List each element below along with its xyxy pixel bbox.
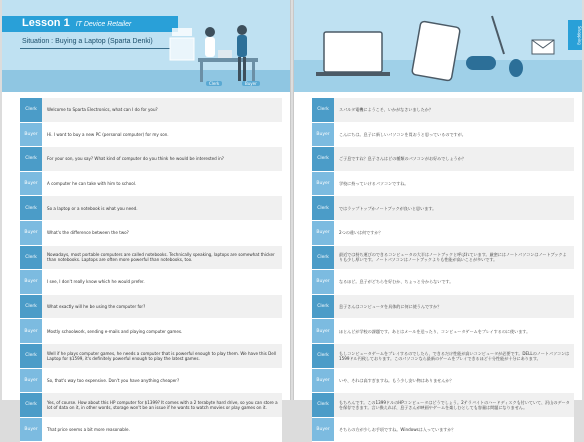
dialogue-row bbox=[312, 270, 574, 295]
envelope-icon bbox=[532, 40, 554, 54]
devices-illustration bbox=[304, 6, 574, 90]
dialogue-text-en: Yes, of course. How about this HP computer for $1399? It comes with a 2 terabyte hard drive, so you can store a lot of data on it, in other words, storage won't be an issue if he wants to watch movies or play games on it. bbox=[47, 399, 278, 410]
dialogue-text-en: Welcome to Sparta Electronics, what can I do for you? bbox=[47, 107, 158, 113]
speaker-label: Buyer bbox=[20, 221, 42, 245]
dialogue-row bbox=[20, 393, 282, 418]
speaker-label: Buyer bbox=[20, 270, 42, 294]
dialogue-text-en: I see, I don't really know which he would prefer. bbox=[47, 279, 145, 285]
speaker-label: Buyer bbox=[20, 123, 42, 147]
counter-icon bbox=[198, 58, 258, 62]
dialogue-text-en: Well if he plays computer games, he needs a computer that is powerful enough to play them. We have this Dell Laptop for $1599, it's definitely powerful enough to play the latest games. bbox=[47, 350, 277, 361]
speaker-label: Buyer bbox=[20, 418, 42, 442]
speaker-label: Buyer bbox=[312, 319, 334, 343]
speaker-label: Clerk bbox=[312, 147, 334, 171]
dialogue-row bbox=[20, 172, 282, 197]
speaker-label: Buyer bbox=[20, 369, 42, 393]
section-side-tab: Shopping bbox=[568, 20, 582, 50]
clerk-figure-icon bbox=[205, 27, 215, 37]
dialogue-row bbox=[20, 270, 282, 295]
dialogue-text-jp: スパルタ電機にようこそ、いかがなさいましたか？ bbox=[339, 107, 433, 113]
lesson-number: Lesson 1 bbox=[22, 17, 70, 29]
speaker-label: Clerk bbox=[20, 344, 42, 368]
dialogue-text-jp: もしコンピュータゲームをプレイするのでしたら、できるだけ性能が高いコンピュータが必要です。DELLのノートパソコンは1599ドル円致しております。このパソコンなら最新のゲームをプレイできるほど十分性能が十分にあります。 bbox=[339, 350, 570, 361]
dialogue-text-en: Nowadays, most portable computers are called notebooks. Technically speaking, laptops are somewhat thicker than notebooks. Laptops are often more powerful than notebooks, too. bbox=[47, 252, 275, 263]
buyer-tag: Buyer bbox=[242, 81, 260, 86]
dialogue-row bbox=[312, 196, 574, 221]
shelf-icon bbox=[170, 38, 194, 60]
clerk-tag: Clerk bbox=[206, 81, 222, 86]
dialogue-text-jp: そちらの方が少しお手頃ですね。Windowsは入っていますか？ bbox=[339, 427, 456, 433]
dialogue-text-en: That price seems a bit more reasonable. bbox=[47, 427, 130, 433]
dialogue-text-jp: こんにちは。息子に新しいパソコンを買おうと思っているのですが。 bbox=[339, 131, 466, 137]
mouse-icon bbox=[509, 59, 523, 77]
lesson-title bbox=[22, 17, 131, 29]
dialogue-row bbox=[20, 246, 282, 271]
dialogue-row bbox=[20, 369, 282, 394]
buyer-figure-icon bbox=[237, 25, 247, 35]
speaker-label: Clerk bbox=[20, 147, 42, 171]
speaker-label: Buyer bbox=[312, 221, 334, 245]
speaker-label: Buyer bbox=[20, 172, 42, 196]
speaker-label: Clerk bbox=[312, 246, 334, 270]
dialogue-row bbox=[312, 369, 574, 394]
speaker-label: Buyer bbox=[312, 270, 334, 294]
dialogue-text-jp: 学校に持っていけるパソコンですね。 bbox=[339, 181, 409, 187]
dialogue-text-en: Hi. I want to buy a new PC (personal computer) for my son. bbox=[47, 131, 169, 137]
dialogue-text-en: A computer he can take with him to school. bbox=[47, 181, 137, 187]
dialogue-row bbox=[20, 147, 282, 172]
lesson-header bbox=[2, 0, 290, 92]
dialogue-text-jp: ではラップトップかノートブックが良いと思います。 bbox=[339, 205, 437, 211]
dialogue-row bbox=[20, 319, 282, 344]
clerk-buyer-illustration bbox=[170, 18, 280, 88]
situation-underline bbox=[20, 48, 170, 49]
dialogue-text-jp: もちろんです。この1399ドルのHPコンピュータはどうでしょう。2テラバイトのハードディスクも付いていて、沢山のデータを保存できます。言い換えれば、息子さんが映画やゲームを楽しむとしても容量は問題になりません。 bbox=[339, 399, 570, 410]
dialogue-row bbox=[312, 147, 574, 172]
dialogue-row bbox=[312, 418, 574, 442]
speaker-label: Clerk bbox=[312, 344, 334, 368]
dialogue-row bbox=[312, 344, 574, 369]
speaker-label: Buyer bbox=[312, 369, 334, 393]
dialogue-row bbox=[312, 246, 574, 271]
dialogue-row bbox=[20, 123, 282, 148]
speaker-label: Clerk bbox=[312, 295, 334, 319]
speaker-label: Buyer bbox=[312, 123, 334, 147]
speaker-label: Clerk bbox=[20, 98, 42, 122]
stylus-icon bbox=[492, 16, 504, 54]
speaker-label: Clerk bbox=[20, 295, 42, 319]
dialogue-text-jp: 息子さんはコンピュータを具体的に何に使うんですか？ bbox=[339, 304, 442, 310]
dialogue-row bbox=[20, 295, 282, 320]
dialogue-row bbox=[312, 172, 574, 197]
dialogue-row bbox=[312, 123, 574, 148]
dialogue-text-jp: ほとんどが学校の課題です。あとはメールを送ったり、コンピュータゲームをプレイするのに使います。 bbox=[339, 328, 531, 334]
dialogue-row bbox=[312, 221, 574, 246]
dialogue-text-en: So, that's way too expensive. Don't you have anything cheaper? bbox=[47, 377, 180, 383]
dialogue-row bbox=[20, 221, 282, 246]
dialogue-row bbox=[20, 98, 282, 123]
dialogue-row bbox=[312, 98, 574, 123]
dialogue-text-en: So a laptop or a notebook is what you need. bbox=[47, 205, 138, 211]
dialogue-row bbox=[20, 418, 282, 442]
dialogue-row bbox=[312, 295, 574, 320]
dialogue-row bbox=[20, 344, 282, 369]
speaker-label: Clerk bbox=[312, 98, 334, 122]
device-header bbox=[294, 0, 582, 92]
dialogue-text-en: What's the difference between the two? bbox=[47, 230, 129, 236]
laptop-icon bbox=[218, 50, 232, 58]
lesson-subtitle: IT Device Retailer bbox=[75, 21, 132, 28]
speaker-label: Clerk bbox=[20, 196, 42, 220]
dialogue-text-jp: 2つの違いは何ですか？ bbox=[339, 230, 383, 236]
dialogue-text-jp: 最近では持ち運びのできるコンピュータの大半はノートブックと呼ばれています。厳密にはノートパソコンはノートブックよりも少し厚いです。ノートパソコンはノートブックよりも性能が高いことが多いです。 bbox=[339, 252, 567, 263]
right-page bbox=[294, 0, 582, 433]
dialogue-text-en: For your son, you say? What kind of computer do you think he would be interested in? bbox=[47, 156, 224, 162]
dialogue-text-en: What exactly will he be using the computer for? bbox=[47, 304, 146, 310]
speaker-label: Clerk bbox=[312, 196, 334, 220]
dialogue-text-jp: ご子息ですね？息子さんはどの種類のパソコンがお好みでしょうか？ bbox=[339, 156, 466, 162]
speaker-label: Clerk bbox=[20, 393, 42, 417]
speaker-label: Clerk bbox=[20, 246, 42, 270]
dialogue-row bbox=[312, 319, 574, 344]
dialogue-text-jp: なるほど。息子がどちらを好むか、ちょっと分からないです。 bbox=[339, 279, 454, 285]
gamepad-icon bbox=[466, 56, 496, 70]
speaker-label: Buyer bbox=[20, 319, 42, 343]
dialogue-row bbox=[312, 393, 574, 418]
tablet-icon bbox=[412, 21, 461, 81]
situation-caption: Situation : Buying a Laptop (Sparta Denki) bbox=[22, 38, 153, 45]
left-page bbox=[2, 0, 290, 433]
speaker-label: Buyer bbox=[312, 418, 334, 442]
dialogue-japanese bbox=[312, 98, 574, 442]
dialogue-text-en: Mostly schoolwork, sending e-mails and playing computer games. bbox=[47, 328, 183, 334]
speaker-label: Clerk bbox=[312, 393, 334, 417]
dialogue-english bbox=[20, 98, 282, 442]
speaker-label: Buyer bbox=[312, 172, 334, 196]
dialogue-row bbox=[20, 196, 282, 221]
laptop-icon bbox=[316, 32, 390, 76]
dialogue-text-jp: いや、それは高すぎますね。もう少し安い物はありませんか？ bbox=[339, 377, 454, 383]
